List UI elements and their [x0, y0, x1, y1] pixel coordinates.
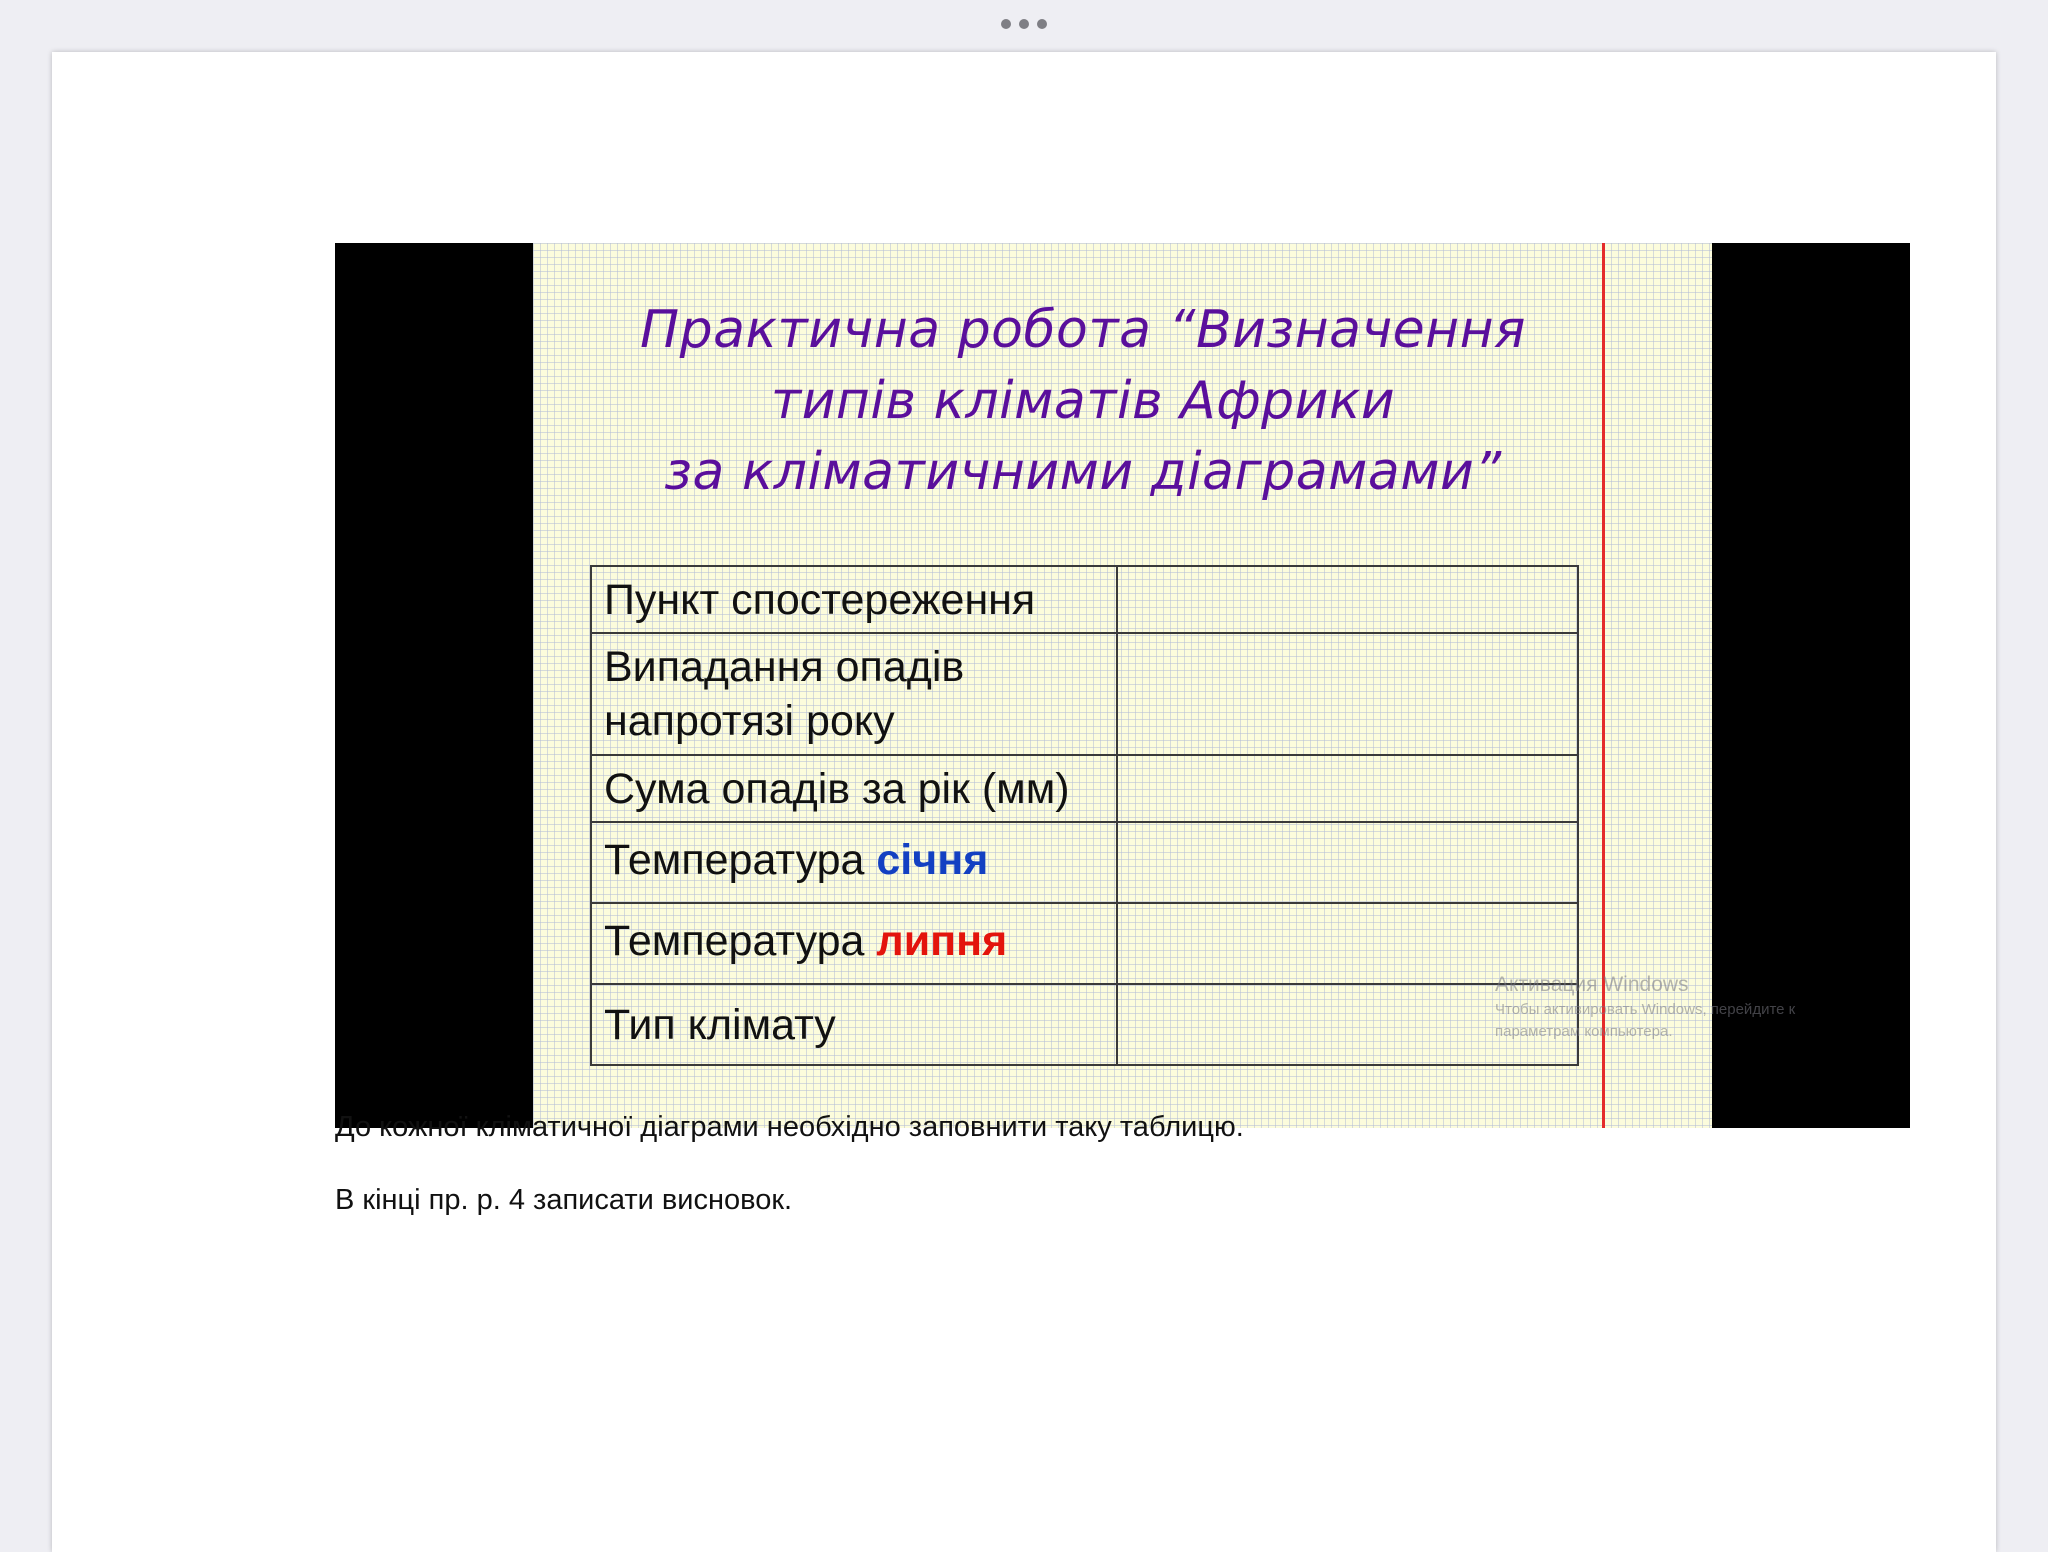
table-cell-label [591, 984, 1117, 1065]
table-cell-label [591, 633, 1117, 755]
row-label-emphasis-january: січня [876, 836, 989, 884]
more-options-dots-icon[interactable] [1001, 18, 1047, 30]
row-label-emphasis-july: липня [876, 917, 1008, 965]
slide-title-line: Практична робота “Визначення [640, 300, 1526, 360]
row-label: Тип клімату [604, 1000, 836, 1049]
table-cell-value [1117, 755, 1578, 822]
table-row [591, 633, 1578, 755]
table-row [591, 566, 1578, 633]
table-cell-label [591, 755, 1117, 822]
row-label-continued: напротязі року [604, 697, 895, 745]
table-row [591, 903, 1578, 984]
table-cell-label [591, 822, 1117, 903]
slide-image [335, 243, 1910, 1128]
slide-title [553, 295, 1613, 508]
document-paragraph: В кінці пр. р. 4 записати висновок. [335, 1184, 793, 1216]
dot [1001, 19, 1011, 29]
table-row [591, 822, 1578, 903]
watermark-title: Активация Windows [1495, 973, 1689, 996]
climate-table [590, 565, 1579, 1066]
table-cell-label [591, 566, 1117, 633]
table-row [591, 755, 1578, 822]
document-paragraph: До кожної кліматичної діаграми необхідно заповнити таку таблицю. [335, 1111, 1244, 1143]
dot [1019, 19, 1029, 29]
row-label: Сума опадів за рік (мм) [604, 764, 1070, 813]
slide-title-line: за кліматичними діаграмами” [664, 442, 1502, 502]
row-label: Пункт спостереження [604, 575, 1036, 624]
row-label: Температура [604, 917, 877, 965]
table-row [591, 984, 1578, 1065]
dot [1037, 19, 1047, 29]
table-cell-value [1117, 633, 1578, 755]
windows-activation-watermark [1495, 971, 1795, 1043]
watermark-line: Чтобы активировать Windows, перейдите к [1495, 1001, 1796, 1018]
document-page [52, 52, 1996, 1552]
table-cell-label [591, 903, 1117, 984]
row-label: Температура [604, 836, 877, 884]
watermark-line: параметрам компьютера. [1495, 1023, 1673, 1040]
table-cell-value [1117, 822, 1578, 903]
row-label: Випадання опадів [604, 643, 965, 691]
table-cell-value [1117, 566, 1578, 633]
slide-title-line: типів кліматів Африки [770, 371, 1396, 431]
